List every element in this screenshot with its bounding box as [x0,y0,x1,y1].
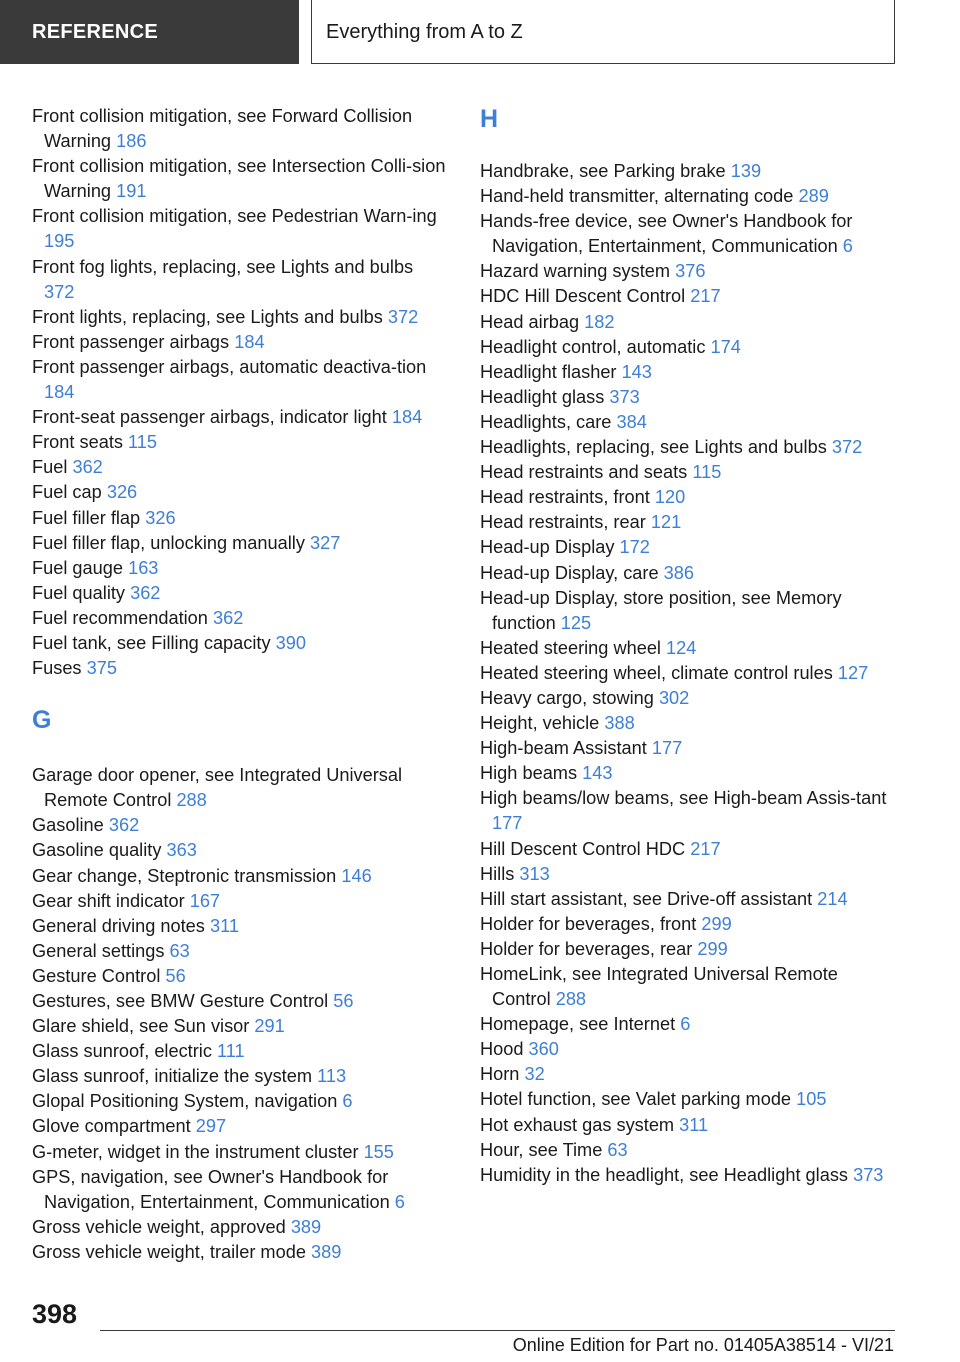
page-reference-link[interactable]: 389 [311,1241,342,1262]
page-reference-link[interactable]: 184 [391,407,423,428]
index-entry [32,204,447,254]
page-reference-link[interactable]: 376 [675,261,706,282]
index-entry-text: Gasoline [32,815,104,836]
index-entry-text: Fuel quality [32,582,126,603]
index-entry-text: Fuel tank, see Filling capacity [32,632,271,653]
index-entry-text: Fuel recommendation [32,607,208,628]
index-entry [32,480,447,505]
page-reference-link[interactable]: 174 [710,336,741,357]
index-entry [480,435,900,460]
index-entry [32,889,447,914]
page-reference-link[interactable]: 177 [651,738,683,759]
index-entry [480,786,900,836]
index-entry-text: General driving notes [32,915,205,936]
index-entry [32,838,447,863]
index-entry-text: Head-up Display, store position, see Memory function [480,587,842,633]
index-entry-text: Garage door opener, see Integrated Universal Remote Control [32,765,403,811]
index-entry [32,1140,447,1165]
page-reference-link[interactable]: 143 [621,361,652,382]
page-reference-link[interactable]: 388 [604,713,635,734]
index-entry [480,1113,900,1138]
page-reference-link[interactable]: 63 [607,1139,628,1160]
page-reference-link[interactable]: 56 [333,991,354,1011]
page-reference-link[interactable]: 184 [44,382,75,403]
index-entry-text: General settings [32,940,165,961]
index-entry-text: Gross vehicle weight, approved [32,1216,286,1237]
page-reference-link[interactable]: 143 [582,763,613,784]
index-entry [480,1163,900,1188]
index-entry-text: G-meter, widget in the instrument cluster [32,1141,359,1162]
index-entry [32,606,447,631]
page-reference-link[interactable]: 186 [116,131,147,152]
index-entry [32,556,447,581]
index-entry [32,531,447,556]
index-entry [480,912,900,937]
page-reference-link[interactable]: 163 [128,557,159,578]
index-entry-text: Glopal Positioning System, navigation [32,1091,338,1112]
page-reference-link[interactable]: 362 [108,815,140,836]
page-reference-link[interactable]: 115 [128,432,158,453]
index-group-f [32,104,447,681]
index-entry [32,506,447,531]
index-entry-text: Headlight glass [480,386,605,407]
index-entry-text: High beams [480,763,578,784]
page-reference-link[interactable]: 311 [209,915,239,936]
index-entry-text: High beams/low beams, see High-beam Assis-tant [480,788,887,809]
index-entry-text: Holder for beverages, front [480,913,697,934]
page-reference-link[interactable]: 121 [650,512,682,533]
page-reference-link[interactable]: 311 [679,1114,709,1135]
index-column-right [480,104,900,1188]
page-reference-link[interactable]: 172 [619,537,650,558]
index-entry-text: Headlight control, automatic [480,336,706,357]
index-entry-text: Gasoline quality [32,840,162,861]
index-entry-text: Front passenger airbags [32,331,230,352]
page-reference-link[interactable]: 217 [690,838,721,859]
index-entry [480,1062,900,1087]
index-group-g [32,763,447,1265]
index-entry [480,736,900,761]
index-entry-text: Headlight flasher [480,361,617,382]
page-reference-link[interactable]: 363 [166,840,197,861]
index-entry [32,1240,447,1265]
index-entry-text: Hotel function, see Valet parking mode [480,1089,792,1110]
index-entry-text: Gear change, Steptronic transmission [32,865,337,886]
index-entry-text: Headlights, replacing, see Lights and bulbs [480,437,827,458]
page-reference-link[interactable]: 6 [842,236,853,257]
index-entry [32,581,447,606]
page-reference-link[interactable]: 299 [697,938,728,959]
index-entry-text: Handbrake, see Parking brake [480,161,726,181]
page-reference-link[interactable]: 372 [44,281,75,302]
index-column-left [32,104,447,1265]
index-entry [480,862,900,887]
index-entry [480,962,900,1012]
page-header [0,0,960,66]
page-reference-link[interactable]: 326 [145,507,176,528]
page-reference-link[interactable]: 362 [72,457,103,478]
index-entry [480,385,900,410]
index-entry-text: Hand-held transmitter, alternating code [480,186,794,207]
edition-note: Online Edition for Part no. 01405A38514 - VI/21 [512,1335,894,1355]
page-reference-link[interactable]: 120 [654,487,686,508]
index-entry [32,405,447,430]
index-entry-text: Humidity in the headlight, see Headlight glass [480,1164,849,1185]
index-entry [32,1014,447,1039]
index-entry [32,104,447,154]
page-reference-link[interactable]: 56 [165,965,186,986]
index-entry [480,485,900,510]
page-reference-link[interactable]: 167 [189,890,221,911]
footer-divider [100,1330,895,1331]
page-number: 398 [32,1299,78,1329]
letter-heading-g: G [32,706,52,735]
page-reference-link[interactable]: 191 [116,181,147,202]
page-reference-link[interactable]: 302 [658,687,690,708]
index-entry [32,1064,447,1089]
page-reference-link[interactable]: 182 [584,311,615,332]
page-reference-link[interactable]: 390 [275,632,306,653]
index-entry [32,1089,447,1114]
page-reference-link[interactable]: 214 [817,888,848,909]
index-entry [32,939,447,964]
index-group-h [480,159,900,1188]
page-reference-link[interactable]: 289 [798,186,829,207]
index-entry-text: Head restraints, rear [480,512,646,533]
index-entry-text: Horn [480,1064,520,1085]
index-entry [480,159,900,184]
index-entry [32,763,447,813]
page-reference-link[interactable]: 63 [169,940,190,961]
page-reference-link[interactable]: 372 [831,437,863,458]
index-entry-text: Front fog lights, replacing, see Lights and bulbs [32,256,414,277]
index-entry-text: Hands-free device, see Owner's Handbook for Navigation, Entertainment, Communication [480,211,853,257]
index-entry [480,586,900,636]
page-reference-link[interactable]: 389 [290,1216,322,1237]
index-entry [32,255,447,305]
index-entry-text: Glove compartment [32,1116,191,1137]
index-entry [480,335,900,360]
index-entry [480,561,900,586]
index-entry [32,330,447,355]
index-entry [480,837,900,862]
index-entry [480,1087,900,1112]
index-entry [480,410,900,435]
section-tab: REFERENCE [0,0,299,64]
page-reference-link[interactable]: 299 [701,913,732,934]
index-entry [32,914,447,939]
index-entry [32,631,447,656]
index-entry-text: Front seats [32,432,123,453]
index-entry-text: Fuel filler flap [32,507,141,528]
page-reference-link[interactable]: 384 [616,411,647,432]
index-entry [480,937,900,962]
index-entry [480,284,900,309]
index-entry-text: Head-up Display [480,537,615,558]
index-entry-text: Hour, see Time [480,1139,603,1160]
page-reference-link[interactable]: 125 [560,612,592,633]
page-reference-link[interactable]: 288 [176,790,207,811]
letter-heading-h: H [480,105,499,133]
index-entry-text: Hazard warning system [480,261,671,282]
index-entry-text: Head airbag [480,311,580,332]
index-entry [32,1215,447,1240]
index-entry-text: HomeLink, see Integrated Universal Remote Control [480,964,838,1010]
page-reference-link[interactable]: 105 [796,1089,827,1110]
index-entry [480,711,900,736]
index-entry [480,661,900,686]
index-entry-text: Front collision mitigation, see Pedestrian Warn-ing [32,206,437,227]
page-reference-link[interactable]: 373 [853,1164,884,1185]
index-entry-text: Fuel filler flap, unlocking manually [32,532,305,553]
index-entry [480,1012,900,1037]
page-reference-link[interactable]: 373 [609,386,640,407]
index-entry [32,305,447,330]
index-entry [32,154,447,204]
index-entry-text: Hood [480,1039,524,1060]
page-reference-link[interactable]: 184 [234,331,265,352]
index-entry [480,761,900,786]
index-entry [32,813,447,838]
index-entry [480,259,900,284]
index-entry [480,686,900,711]
index-entry-text: Fuses [32,658,82,679]
index-entry [32,656,447,681]
page-reference-link[interactable]: 139 [730,161,762,181]
index-entry-text: Heavy cargo, stowing [480,687,654,708]
page-reference-link[interactable]: 362 [212,607,244,628]
index-entry-text: Hill Descent Control HDC [480,838,686,859]
page-reference-link[interactable]: 32 [524,1064,545,1085]
index-entry [480,510,900,535]
page-reference-link[interactable]: 111 [216,1041,245,1062]
page-reference-link[interactable]: 195 [44,231,75,252]
index-entry [32,1039,447,1064]
index-entry-text: Front collision mitigation, see Forward Collision Warning [32,106,413,152]
page-reference-link[interactable]: 372 [387,306,419,327]
index-entry-text: Gesture Control [32,965,161,986]
index-entry [480,636,900,661]
page-reference-link[interactable]: 113 [317,1066,347,1087]
index-entry-text: High-beam Assistant [480,738,647,759]
page-reference-link[interactable]: 146 [341,865,372,886]
page-reference-link[interactable]: 362 [130,582,161,603]
page-reference-link[interactable]: 177 [492,813,523,834]
index-entry-text: Front-seat passenger airbags, indicator light [32,407,387,428]
index-entry-text: Heated steering wheel [480,637,661,658]
index-entry-text: Holder for beverages, rear [480,938,693,959]
index-entry [480,1138,900,1163]
index-entry [32,430,447,455]
page-reference-link[interactable]: 288 [555,989,587,1010]
index-entry-text: Height, vehicle [480,713,600,734]
index-entry [32,964,447,989]
index-entry-text: Hills [480,863,515,884]
page-reference-link[interactable]: 127 [837,662,869,683]
index-entry-text: Headlights, care [480,411,612,432]
index-entry-text: Hot exhaust gas system [480,1114,675,1135]
index-entry [480,535,900,560]
page-reference-link[interactable]: 375 [86,658,117,679]
index-entry [32,355,447,405]
index-entry-text: Homepage, see Internet [480,1014,676,1035]
index-entry-text: Gross vehicle weight, trailer mode [32,1241,306,1262]
index-entry [480,1037,900,1062]
index-entry [32,864,447,889]
index-entry [480,209,900,259]
page-reference-link[interactable]: 6 [342,1091,353,1112]
index-entry-text: Glass sunroof, initialize the system [32,1066,312,1087]
page-reference-link[interactable]: 217 [690,286,721,307]
page-reference-link[interactable]: 155 [363,1141,394,1162]
page-reference-link[interactable]: 386 [663,562,695,583]
index-entry-text: Head restraints, front [480,487,650,508]
index-entry-text: Hill start assistant, see Drive-off assistant [480,888,813,909]
index-entry-text: Gestures, see BMW Gesture Control [32,991,329,1011]
page-reference-link[interactable]: 297 [195,1116,227,1137]
index-entry [32,1165,447,1215]
page-reference-link[interactable]: 6 [394,1191,405,1212]
index-entry [480,887,900,912]
index-entry-text: Front collision mitigation, see Intersection Colli-sion Warning [32,156,446,202]
index-entry [480,184,900,209]
index-entry [480,360,900,385]
page-reference-link[interactable]: 313 [519,863,550,884]
index-entry [32,455,447,480]
page-reference-link[interactable]: 124 [666,637,697,658]
index-entry [32,1114,447,1139]
index-entry-text: HDC Hill Descent Control [480,286,686,307]
page-reference-link[interactable]: 6 [680,1014,691,1035]
page-reference-link[interactable]: 360 [528,1039,559,1060]
index-entry-text: Glare shield, see Sun visor [32,1016,250,1037]
index-entry-text: Glass sunroof, electric [32,1041,212,1062]
index-entry-text: Fuel cap [32,482,102,503]
index-entry-text: Fuel gauge [32,557,124,578]
page-reference-link[interactable]: 115 [692,462,722,483]
index-entry-text: GPS, navigation, see Owner's Handbook for Navigation, Entertainment, Communication [32,1166,390,1212]
index-entry-text: Fuel [32,457,68,478]
index-entry [480,460,900,485]
index-entry-text: Head-up Display, care [480,562,659,583]
page-reference-link[interactable]: 291 [254,1016,285,1037]
index-entry [480,310,900,335]
index-entry-text: Gear shift indicator [32,890,185,911]
index-entry-text: Head restraints and seats [480,462,688,483]
index-entry-text: Front passenger airbags, automatic deactiva-tion [32,356,427,377]
index-entry-text: Front lights, replacing, see Lights and bulbs [32,306,383,327]
page-reference-link[interactable]: 327 [310,532,341,553]
index-entry-text: Heated steering wheel, climate control rules [480,662,833,683]
chapter-title: Everything from A to Z [311,0,895,64]
page-reference-link[interactable]: 326 [106,482,138,503]
index-entry [32,989,447,1014]
